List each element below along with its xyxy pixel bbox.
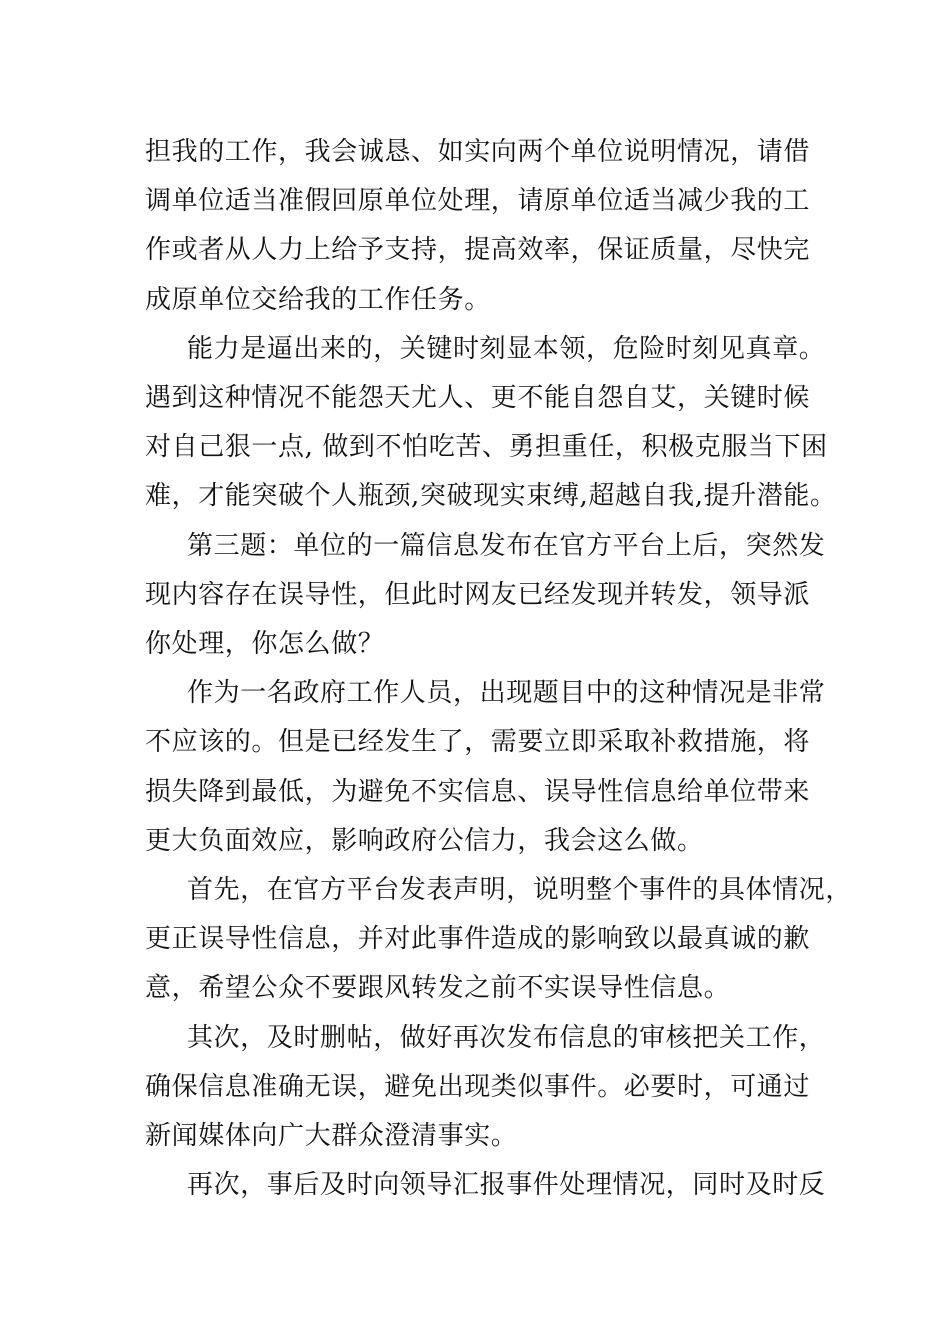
text-line: 首先，在官方平台发表声明，说明整个事件的具体情况， bbox=[187, 875, 853, 906]
text-line: 对自己狠一点, 做到不怕吃苦、勇担重任，积极克服当下困 bbox=[145, 432, 828, 463]
text-line: 担我的工作，我会诚恳、如实向两个单位说明情况，请借 bbox=[145, 137, 811, 167]
text-line: 意，希望公众不要跟风转发之前不实误导性信息。 bbox=[145, 973, 731, 1004]
text-line: 新闻媒体向广大群众澄清事实。 bbox=[145, 1121, 518, 1152]
text-line: 遇到这种情况不能怨天尤人、更不能自怨自艾，关键时候 bbox=[145, 383, 811, 414]
text-line: 更正误导性信息，并对此事件造成的影响致以最真诚的歉 bbox=[145, 924, 811, 955]
paragraph-6 bbox=[145, 1014, 826, 1162]
paragraph-4 bbox=[145, 669, 826, 866]
text-line: 损失降到最低，为避免不实信息、误导性信息给单位带来 bbox=[145, 776, 811, 807]
text-line: 现内容存在误导性，但此时网友已经发现并转发，领导派 bbox=[145, 579, 811, 610]
text-line: 作或者从人力上给予支持，提高效率，保证质量，尽快完 bbox=[145, 235, 811, 266]
text-line: 不应该的。但是已经发生了，需要立即采取补救措施，将 bbox=[145, 727, 811, 758]
paragraph-2 bbox=[145, 325, 837, 522]
text-line: 成原单位交给我的工作任务。 bbox=[145, 284, 491, 315]
text-line: 能力是逼出来的，关键时刻显本领，危险时刻见真章。 bbox=[187, 333, 826, 364]
text-line: 作为一名政府工作人员，出现题目中的这种情况是非常 bbox=[187, 678, 826, 709]
paragraph-question-3 bbox=[145, 522, 826, 670]
paragraph-1 bbox=[145, 128, 815, 325]
text-line: 再次，事后及时向领导汇报事件处理情况，同时及时反 bbox=[187, 1170, 826, 1201]
paragraph-7 bbox=[145, 1161, 826, 1210]
text-line: 你处理，你怎么做？ bbox=[145, 629, 385, 660]
text-line: 确保信息准确无误，避免出现类似事件。必要时，可通过 bbox=[145, 1071, 811, 1102]
text-line: 第三题：单位的一篇信息发布在官方平台上后，突然发 bbox=[187, 530, 826, 561]
text-line: 更大负面效应，影响政府公信力，我会这么做。 bbox=[145, 825, 704, 856]
text-line: 难，才能突破个人瓶颈,突破现实束缚,超越自我,提升潜能。 bbox=[145, 481, 837, 512]
paragraph-5 bbox=[145, 866, 853, 1014]
text-line: 其次，及时删帖，做好再次发布信息的审核把关工作， bbox=[187, 1022, 826, 1053]
document-body bbox=[145, 128, 853, 1210]
text-line: 调单位适当准假回原单位处理，请原单位适当减少我的工 bbox=[145, 186, 811, 217]
